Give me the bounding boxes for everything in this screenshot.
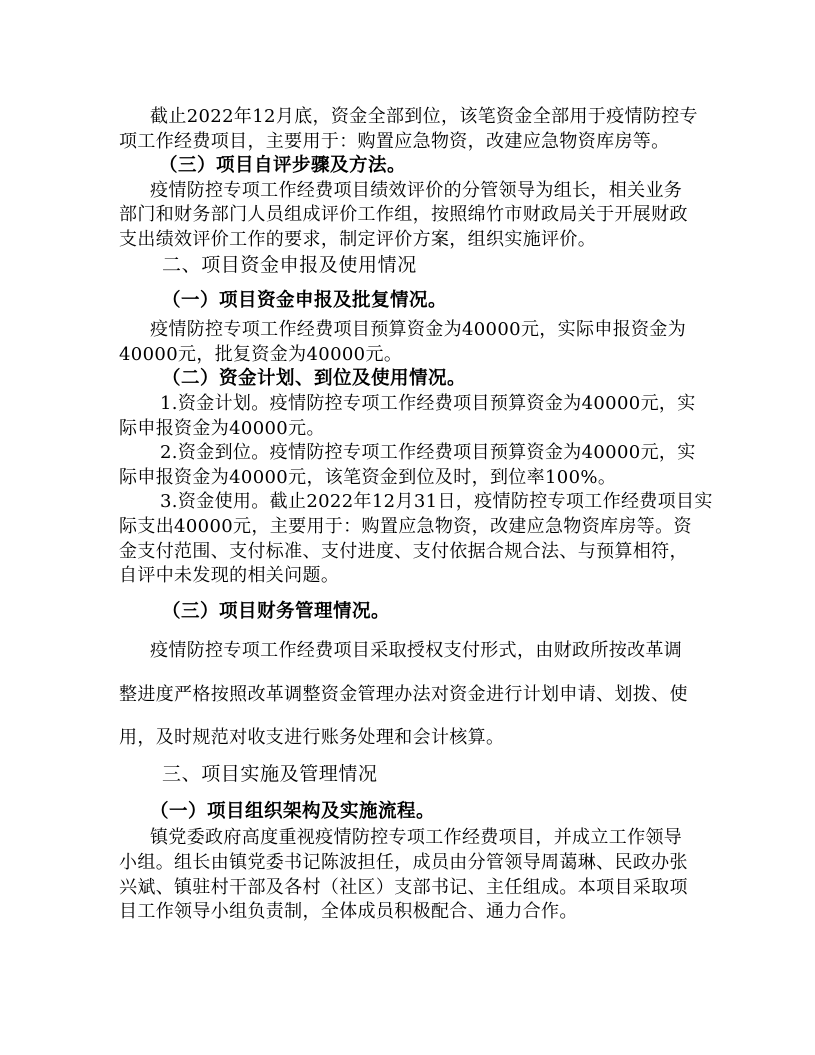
section-heading: 二、项目资金申报及使用情况	[162, 254, 417, 276]
paragraph-line: 际申报资金为40000元。	[119, 418, 325, 439]
paragraph-line: 疫情防控专项工作经费项目绩效评价的分管领导为组长，相关业务	[150, 180, 683, 201]
subsection-heading: （三）项目财务管理情况。	[162, 601, 391, 622]
paragraph-line: 小组。组长由镇党委书记陈波担任，成员由分管领导周蔼琳、民政办张	[119, 852, 688, 873]
paragraph-line: 自评中未发现的相关问题。	[119, 565, 340, 586]
paragraph-line: 1.资金计划。疫情防控专项工作经费项目预算资金为40000元，实	[160, 393, 696, 414]
paragraph-line: 支出绩效评价工作的要求，制定评价方案，组织实施评价。	[119, 229, 597, 250]
paragraph-line: 疫情防控专项工作经费项目采取授权支付形式，由财政所按改革调	[150, 640, 683, 661]
paragraph-line: 2.资金到位。疫情防控专项工作经费项目预算资金为40000元，实	[160, 442, 696, 463]
subsection-heading: （三）项目自评步骤及方法。	[159, 155, 407, 176]
paragraph-line: 用，及时规范对收支进行账务处理和会计核算。	[119, 727, 505, 748]
paragraph-line: 40000元，批复资金为40000元。	[119, 344, 403, 365]
subsection-heading: （一）项目资金申报及批复情况。	[162, 290, 448, 311]
paragraph-line: 截止2022年12月底，资金全部到位，该笔资金全部用于疫情防控专	[150, 106, 698, 127]
paragraph-line: 兴斌、镇驻村干部及各村（社区）支部书记、主任组成。本项目采取项	[119, 877, 688, 898]
paragraph-line: 金支付范围、支付标准、支付进度、支付依据合规合法、与预算相符，	[119, 541, 688, 562]
paragraph-line: 整进度严格按照改革调整资金管理办法对资金进行计划申请、划拨、使	[119, 684, 688, 705]
paragraph-line: 际申报资金为40000元，该笔资金到位及时，到位率100%。	[119, 467, 617, 488]
subsection-heading: （二）资金计划、到位及使用情况。	[162, 368, 467, 389]
paragraph-line: 3.资金使用。截止2022年12月31日，疫情防控专项工作经费项目实	[160, 491, 713, 512]
paragraph-line: 疫情防控专项工作经费项目预算资金为40000元，实际申报资金为	[150, 319, 687, 340]
paragraph-line: 部门和财务部门人员组成评价工作组，按照绵竹市财政局关于开展财政	[119, 204, 688, 225]
paragraph-line: 目工作领导小组负责制，全体成员积极配合、通力合作。	[119, 901, 578, 922]
section-heading: 三、项目实施及管理情况	[162, 763, 378, 785]
paragraph-line: 项工作经费项目，主要用于：购置应急物资，改建应急物资库房等。	[119, 131, 670, 152]
paragraph-line: 际支出40000元，主要用于：购置应急物资，改建应急物资库房等。资	[119, 516, 692, 537]
subsection-heading: （一）项目组织架构及实施流程。	[150, 801, 436, 822]
paragraph-line: 镇党委政府高度重视疫情防控专项工作经费项目，并成立工作领导	[150, 827, 683, 848]
